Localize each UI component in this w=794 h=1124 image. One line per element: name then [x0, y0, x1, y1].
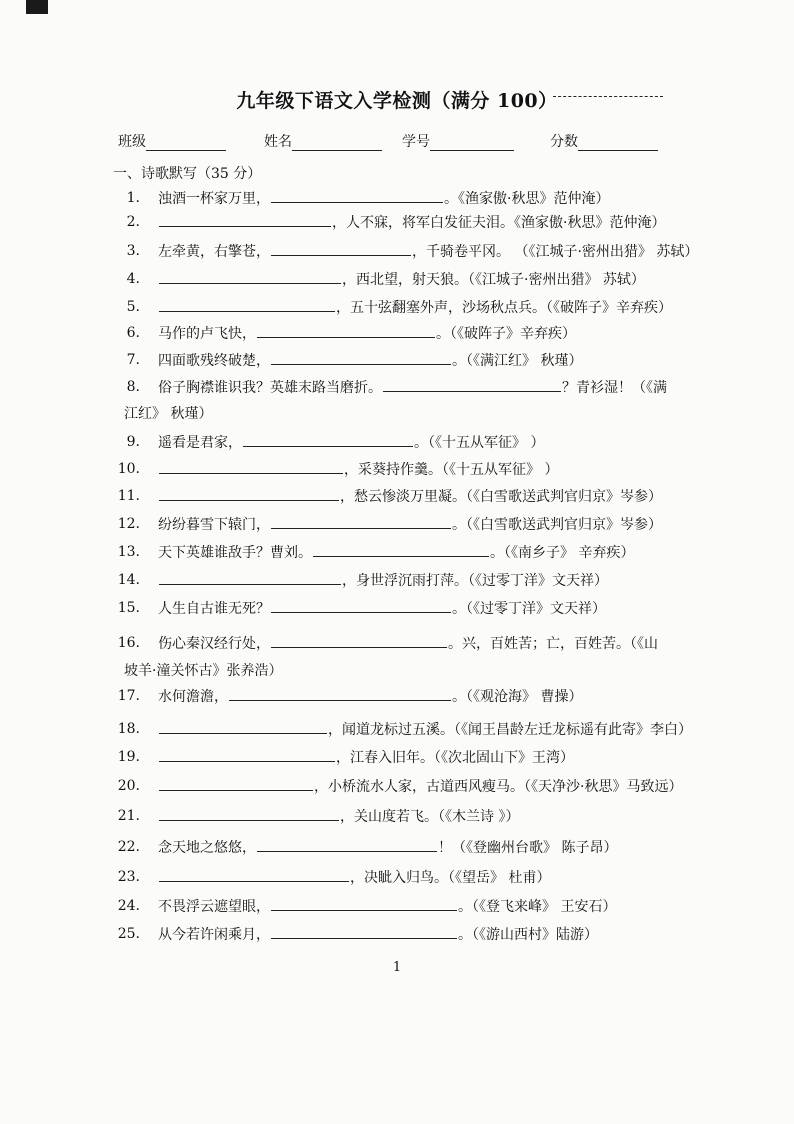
question-number: 11.: [117, 488, 140, 504]
answer-blank[interactable]: [313, 541, 489, 557]
question-source: ，小桥流水人家，古道西风瘦马。（《天净沙·秋思》马致远）: [314, 779, 683, 795]
question-prompt: 浊酒一杯家万里，: [158, 191, 270, 207]
question-number: 25.: [117, 926, 140, 942]
question-text: [158, 685, 582, 708]
answer-blank[interactable]: [229, 685, 451, 701]
question-number: 17.: [117, 688, 140, 704]
answer-blank[interactable]: [271, 923, 457, 939]
answer-blank[interactable]: [271, 513, 451, 529]
question-text: [158, 836, 617, 859]
student-id-blank[interactable]: [430, 136, 514, 151]
answer-blank[interactable]: [159, 866, 349, 882]
class-blank[interactable]: [146, 136, 226, 151]
question-text: [158, 923, 598, 946]
answer-blank[interactable]: [159, 569, 341, 585]
question-number: 24.: [117, 898, 140, 914]
question-number: 7.: [126, 352, 140, 368]
question-source: ，千骑卷平冈。 （《江城子·密州出猎》 苏轼）: [412, 244, 699, 260]
question-source: 。（《十五从军征》 ）: [414, 435, 545, 451]
question-number: 21.: [117, 808, 140, 824]
question-number: 10.: [117, 461, 140, 477]
question-text: [158, 632, 658, 655]
class-field: [118, 131, 226, 151]
question-continuation: 江红》 秋瑾）: [124, 406, 213, 422]
page-number: 1: [392, 960, 402, 975]
question-source: 。兴，百姓苦；亡，百姓苦。（《山: [448, 636, 658, 652]
answer-blank[interactable]: [159, 458, 343, 474]
answer-blank[interactable]: [257, 836, 437, 852]
question-number: 18.: [117, 721, 140, 737]
answer-blank[interactable]: [271, 187, 443, 203]
question-source: 。《渔家傲·秋思》范仲淹）: [444, 191, 610, 207]
question-text: [158, 322, 576, 345]
answer-blank[interactable]: [383, 376, 561, 392]
question-prompt: 左牵黄，右擎苍，: [158, 244, 270, 260]
question-text: [158, 569, 608, 592]
answer-blank[interactable]: [271, 895, 457, 911]
answer-blank[interactable]: [159, 746, 335, 762]
question-number: 20.: [117, 778, 140, 794]
question-number: 23.: [117, 869, 140, 885]
question-source: ！（《登幽州台歌》 陈子昂）: [438, 840, 618, 856]
answer-blank[interactable]: [257, 322, 435, 338]
score-blank[interactable]: [578, 136, 658, 151]
question-source: ，决眦入归鸟。（《望岳》 杜甫）: [350, 870, 551, 886]
question-text: [158, 431, 544, 454]
title-dashes: [553, 96, 663, 97]
question-prompt: 念天地之悠悠，: [158, 840, 256, 856]
name-label: 姓名: [264, 134, 292, 150]
answer-blank[interactable]: [271, 240, 411, 256]
question-text: [158, 376, 667, 399]
question-text: [158, 268, 645, 291]
question-number: 14.: [117, 572, 140, 588]
question-prompt: 伤心秦汉经行处，: [158, 636, 270, 652]
question-source: ，人不寐，将军白发征夫泪。《渔家傲·秋思》范仲淹）: [332, 215, 666, 231]
question-number: 19.: [117, 749, 140, 765]
score-label: 分数: [550, 134, 578, 150]
question-prompt: 遥看是君家，: [158, 435, 242, 451]
answer-blank[interactable]: [271, 632, 447, 648]
question-prompt: 人生自古谁无死？: [158, 601, 270, 617]
student-id-label: 学号: [402, 134, 430, 150]
answer-blank[interactable]: [243, 431, 413, 447]
question-number: 3.: [126, 243, 140, 259]
question-source: ，采葵持作羹。（《十五从军征》 ）: [344, 462, 559, 478]
question-number: 9.: [126, 434, 140, 450]
name-field: [264, 131, 382, 151]
question-text: [158, 746, 574, 769]
answer-blank[interactable]: [271, 349, 451, 365]
question-prompt: 俗子胸襟谁识我？英雄末路当磨折。: [158, 380, 382, 396]
answer-blank[interactable]: [159, 268, 341, 284]
question-number: 8.: [126, 379, 140, 395]
question-source: ，身世浮沉雨打萍。（《过零丁洋》文天祥）: [342, 573, 608, 589]
question-prompt: 纷纷暮雪下辕门，: [158, 517, 270, 533]
question-source: 。（《南乡子》 辛弃疾）: [490, 545, 635, 561]
answer-blank[interactable]: [159, 805, 339, 821]
question-number: 16.: [117, 635, 140, 651]
question-number: 6.: [126, 325, 140, 341]
question-number: 4.: [126, 271, 140, 287]
answer-blank[interactable]: [159, 211, 331, 227]
question-continuation: 坡羊·潼关怀古》张养浩）: [124, 663, 283, 679]
question-text: [158, 895, 616, 918]
page-title: 九年级下语文入学检测（满分 100）: [236, 90, 558, 112]
answer-blank[interactable]: [271, 597, 451, 613]
question-prompt: 从今若许闲乘月，: [158, 927, 270, 943]
question-text: [158, 805, 519, 828]
question-source: 。（《游山西村》陆游）: [458, 927, 598, 943]
question-source: ？青衫湿！（《满: [562, 380, 667, 396]
answer-blank[interactable]: [159, 485, 339, 501]
question-source: ，闻道龙标过五溪。（《闻王昌龄左迁龙标遥有此寄》李白）: [328, 722, 692, 738]
question-prompt: 四面歌残终破楚，: [158, 353, 270, 369]
question-text: [158, 866, 550, 889]
question-source: ，关山度若飞。（《木兰诗 》）: [340, 809, 520, 825]
section-heading: 一、诗歌默写（35 分）: [113, 166, 262, 182]
question-number: 1.: [126, 190, 140, 206]
question-source: ，江春入旧年。（《次北固山下》王湾）: [336, 750, 574, 766]
question-number: 12.: [117, 516, 140, 532]
question-prompt: 不畏浮云遮望眼，: [158, 899, 270, 915]
question-text: [158, 597, 606, 620]
question-source: 。（《观沧海》 曹操）: [452, 689, 583, 705]
class-label: 班级: [118, 134, 146, 150]
question-number: 22.: [117, 839, 140, 855]
student-info-row: [118, 131, 678, 155]
question-text: [158, 513, 662, 536]
question-text: [158, 240, 698, 263]
question-text: [158, 541, 634, 564]
question-text: [158, 485, 662, 508]
question-source: 。（《白雪歌送武判官归京》岑参）: [452, 517, 662, 533]
question-text: [158, 458, 558, 481]
student-id-field: [402, 131, 514, 151]
score-field: [550, 131, 658, 151]
question-source: ，五十弦翻塞外声，沙场秋点兵。（《破阵子》辛弃疾）: [336, 300, 672, 316]
question-text: [158, 775, 682, 798]
question-number: 5.: [126, 299, 140, 315]
question-source: 。（《破阵子》辛弃疾）: [436, 326, 576, 342]
question-number: 13.: [117, 544, 140, 560]
question-text: [158, 187, 609, 210]
question-text: [158, 296, 672, 319]
question-prompt: 天下英雄谁敌手？曹刘。: [158, 545, 312, 561]
question-prompt: 马作的卢飞快，: [158, 326, 256, 342]
question-number: 2.: [126, 214, 140, 230]
name-blank[interactable]: [292, 136, 382, 151]
question-text: [158, 349, 582, 372]
question-source: 。（《登飞来峰》 王安石）: [458, 899, 617, 915]
question-source: ，愁云惨淡万里凝。（《白雪歌送武判官归京》岑参）: [340, 489, 662, 505]
question-text: [158, 211, 665, 234]
question-number: 15.: [117, 600, 140, 616]
answer-blank[interactable]: [159, 296, 335, 312]
scan-corner-mark: [26, 0, 48, 14]
question-source: 。（《过零丁洋》文天祥）: [452, 601, 606, 617]
question-prompt: 水何澹澹，: [158, 689, 228, 705]
question-source: 。（《满江红》 秋瑾）: [452, 353, 583, 369]
answer-blank[interactable]: [159, 718, 327, 734]
question-source: ，西北望，射天狼。（《江城子·密州出猎》 苏轼）: [342, 272, 645, 288]
question-text: [158, 718, 692, 741]
answer-blank[interactable]: [159, 775, 313, 791]
